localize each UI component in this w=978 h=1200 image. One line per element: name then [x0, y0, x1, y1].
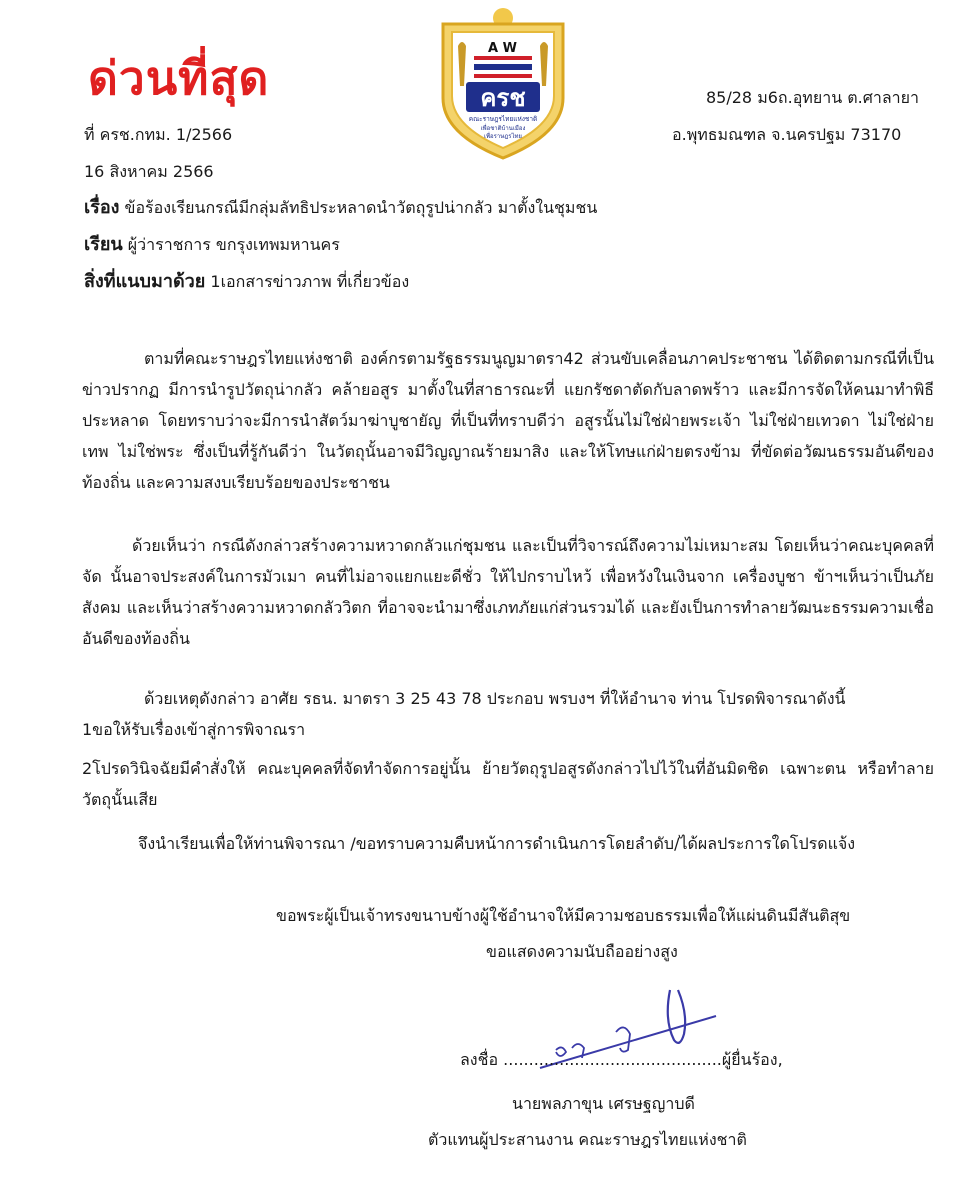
attachment-label: สิ่งที่แนบมาด้วย — [84, 271, 206, 292]
signature-line — [460, 1050, 783, 1070]
recipient-label: เรียน — [84, 234, 123, 255]
urgent-heading: ด่วนที่สุด — [88, 51, 270, 105]
recipient-text: ผู้ว่าราชการ ขกรุงเทพมหานคร — [122, 235, 340, 254]
signatory-name: นายพลภาขุน เศรษฐญาบดี — [512, 1094, 695, 1113]
closing-regards: ขอแสดงความนับถืออย่างสูง — [486, 942, 678, 961]
logo-text-line1: คณะราษฎรไทยแห่งชาติ — [468, 115, 538, 123]
complainant-label: ผู้ยื่นร้อง, — [721, 1050, 783, 1069]
letter-date: 16 สิงหาคม 2566 — [84, 162, 214, 181]
request-item-1: 1ขอให้รับเรื่องเข้าสู่การพิจาณรา — [82, 720, 306, 739]
body-paragraph-2: ด้วยเห็นว่า กรณีดังกล่าวสร้างความหวาดกลัวแก่ชุมชน และเป็นที่วิจารณ์ถึงความไม่เหมาะสม โดยเห็นว่าคณะบุคคลที่จัด นั้นอาจประสงค์ในการมัวเมา คนที่ไม่อาจแยกแยะดีชั่ว ให้ไปกราบไหว้ เพื่อหวังในเงินจาก เครื่องบูชา ข้าฯเห็นว่าเป็นภัยสังคม และเห็นว่าสร้างความหวาดกลัววิตก ที่อาจจะนำมาซึ่งเภทภัยแก่ส่วนรวมได้ และยังเป็นการทำลายวัฒนะธรรมความเชื่ออันดีของท้องถิ่น — [82, 536, 934, 648]
attachment-text: 1เอกสารข่าวภาพ ที่เกี่ยวข้อง — [205, 272, 410, 291]
signatory-position: ตัวแทนผู้ประสานงาน คณะราษฎรไทยแห่งชาติ — [428, 1130, 747, 1149]
subject-line — [84, 198, 597, 218]
logo-top-letters: A W — [488, 41, 517, 56]
subject-label: เรื่อง — [84, 197, 120, 218]
body-paragraph-4: จึงนำเรียนเพื่อให้ท่านพิจารณา /ขอทราบความคืบหน้าการดำเนินการโดยลำดับ/ได้ผลประการใดโปรดแจ้ง — [138, 834, 856, 853]
sign-dots: ........................................... — [498, 1050, 722, 1069]
attachment-line — [84, 272, 409, 292]
reference-number: ที่ ครช.กทม. 1/2566 — [84, 125, 233, 144]
body-paragraph-3: ด้วยเหตุดังกล่าว อาศัย รธน. มาตรา 3 25 43 78 ประกอบ พรบงฯ ที่ให้อำนาจ ท่าน โปรดพิจารณาดังนี้ — [144, 689, 846, 708]
address-line2: อ.พุทธมณฑล จ.นครปฐม 73170 — [672, 125, 902, 144]
request-item-2: 2โปรดวินิจฉัยมีคำสั่งให้ คณะบุคคลที่จัดทำจัดการอยู่นั้น ย้ายวัตถุรูปอสูรดังกล่าวไปไว้ในที่อันมิดชิด เฉพาะตน หรือทำลายวัตถุนั้นเสีย — [82, 759, 934, 809]
sign-label: ลงชื่อ — [460, 1050, 499, 1069]
address-line1: 85/28 ม6ถ.อุทยาน ต.ศาลายา — [706, 88, 919, 107]
body-paragraph-1: ตามที่คณะราษฎรไทยแห่งชาติ องค์กรตามรัฐธรรมนูญมาตรา42 ส่วนขับเคลื่อนภาคประชาชน ได้ติดตามกรณีที่เป็นข่าวปรากฏ มีการนำรูปวัตถุน่ากลัว คล้ายอสูร มาตั้งในที่สาธารณะที่ แยกรัชดาตัดกับลาดพร้าว และมีการจัดให้คนมาทำพิธีประหลาด โดยทราบว่าจะมีการนำสัตว์มาฆ่าบูชายัญ ที่เป็นที่ทราบดีว่า อสูรนั้นไม่ใช่ฝ่ายพระเจ้า ไม่ใช่ฝ่ายเทวดา ไม่ใช่ฝ่ายเทพ ไม่ใช่พระ ซึ่งเป็นที่รู้กันดีว่า ในวัตถุนั้นอาจมีวิญญาณร้ายมาสิง และให้โทษแก่ฝ่ายตรงข้าม ที่ขัดต่อวัฒนธรรมอันดีของท้องถิ่น และความสงบเรียบร้อยของประชาชน — [82, 349, 934, 492]
subject-text: ข้อร้องเรียนกรณีมีกลุ่มลัทธิประหลาดนำวัตถุรูปน่ากลัว มาตั้งในชุมชน — [119, 198, 598, 217]
logo-acronym: ครช — [480, 84, 526, 112]
closing-blessing: ขอพระผู้เป็นเจ้าทรงขนาบข้างผู้ใช้อำนาจให้มีความชอบธรรมเพื่อให้แผ่นดินมีสันติสุข — [276, 906, 851, 925]
logo-text-line3: เพื่อราษฎรไทย — [484, 133, 522, 140]
organization-logo — [428, 6, 578, 164]
recipient-line — [84, 235, 340, 255]
handwritten-signature — [520, 968, 740, 1088]
logo-text-line2: เพื่อชาติบ้านเมือง — [480, 125, 526, 132]
